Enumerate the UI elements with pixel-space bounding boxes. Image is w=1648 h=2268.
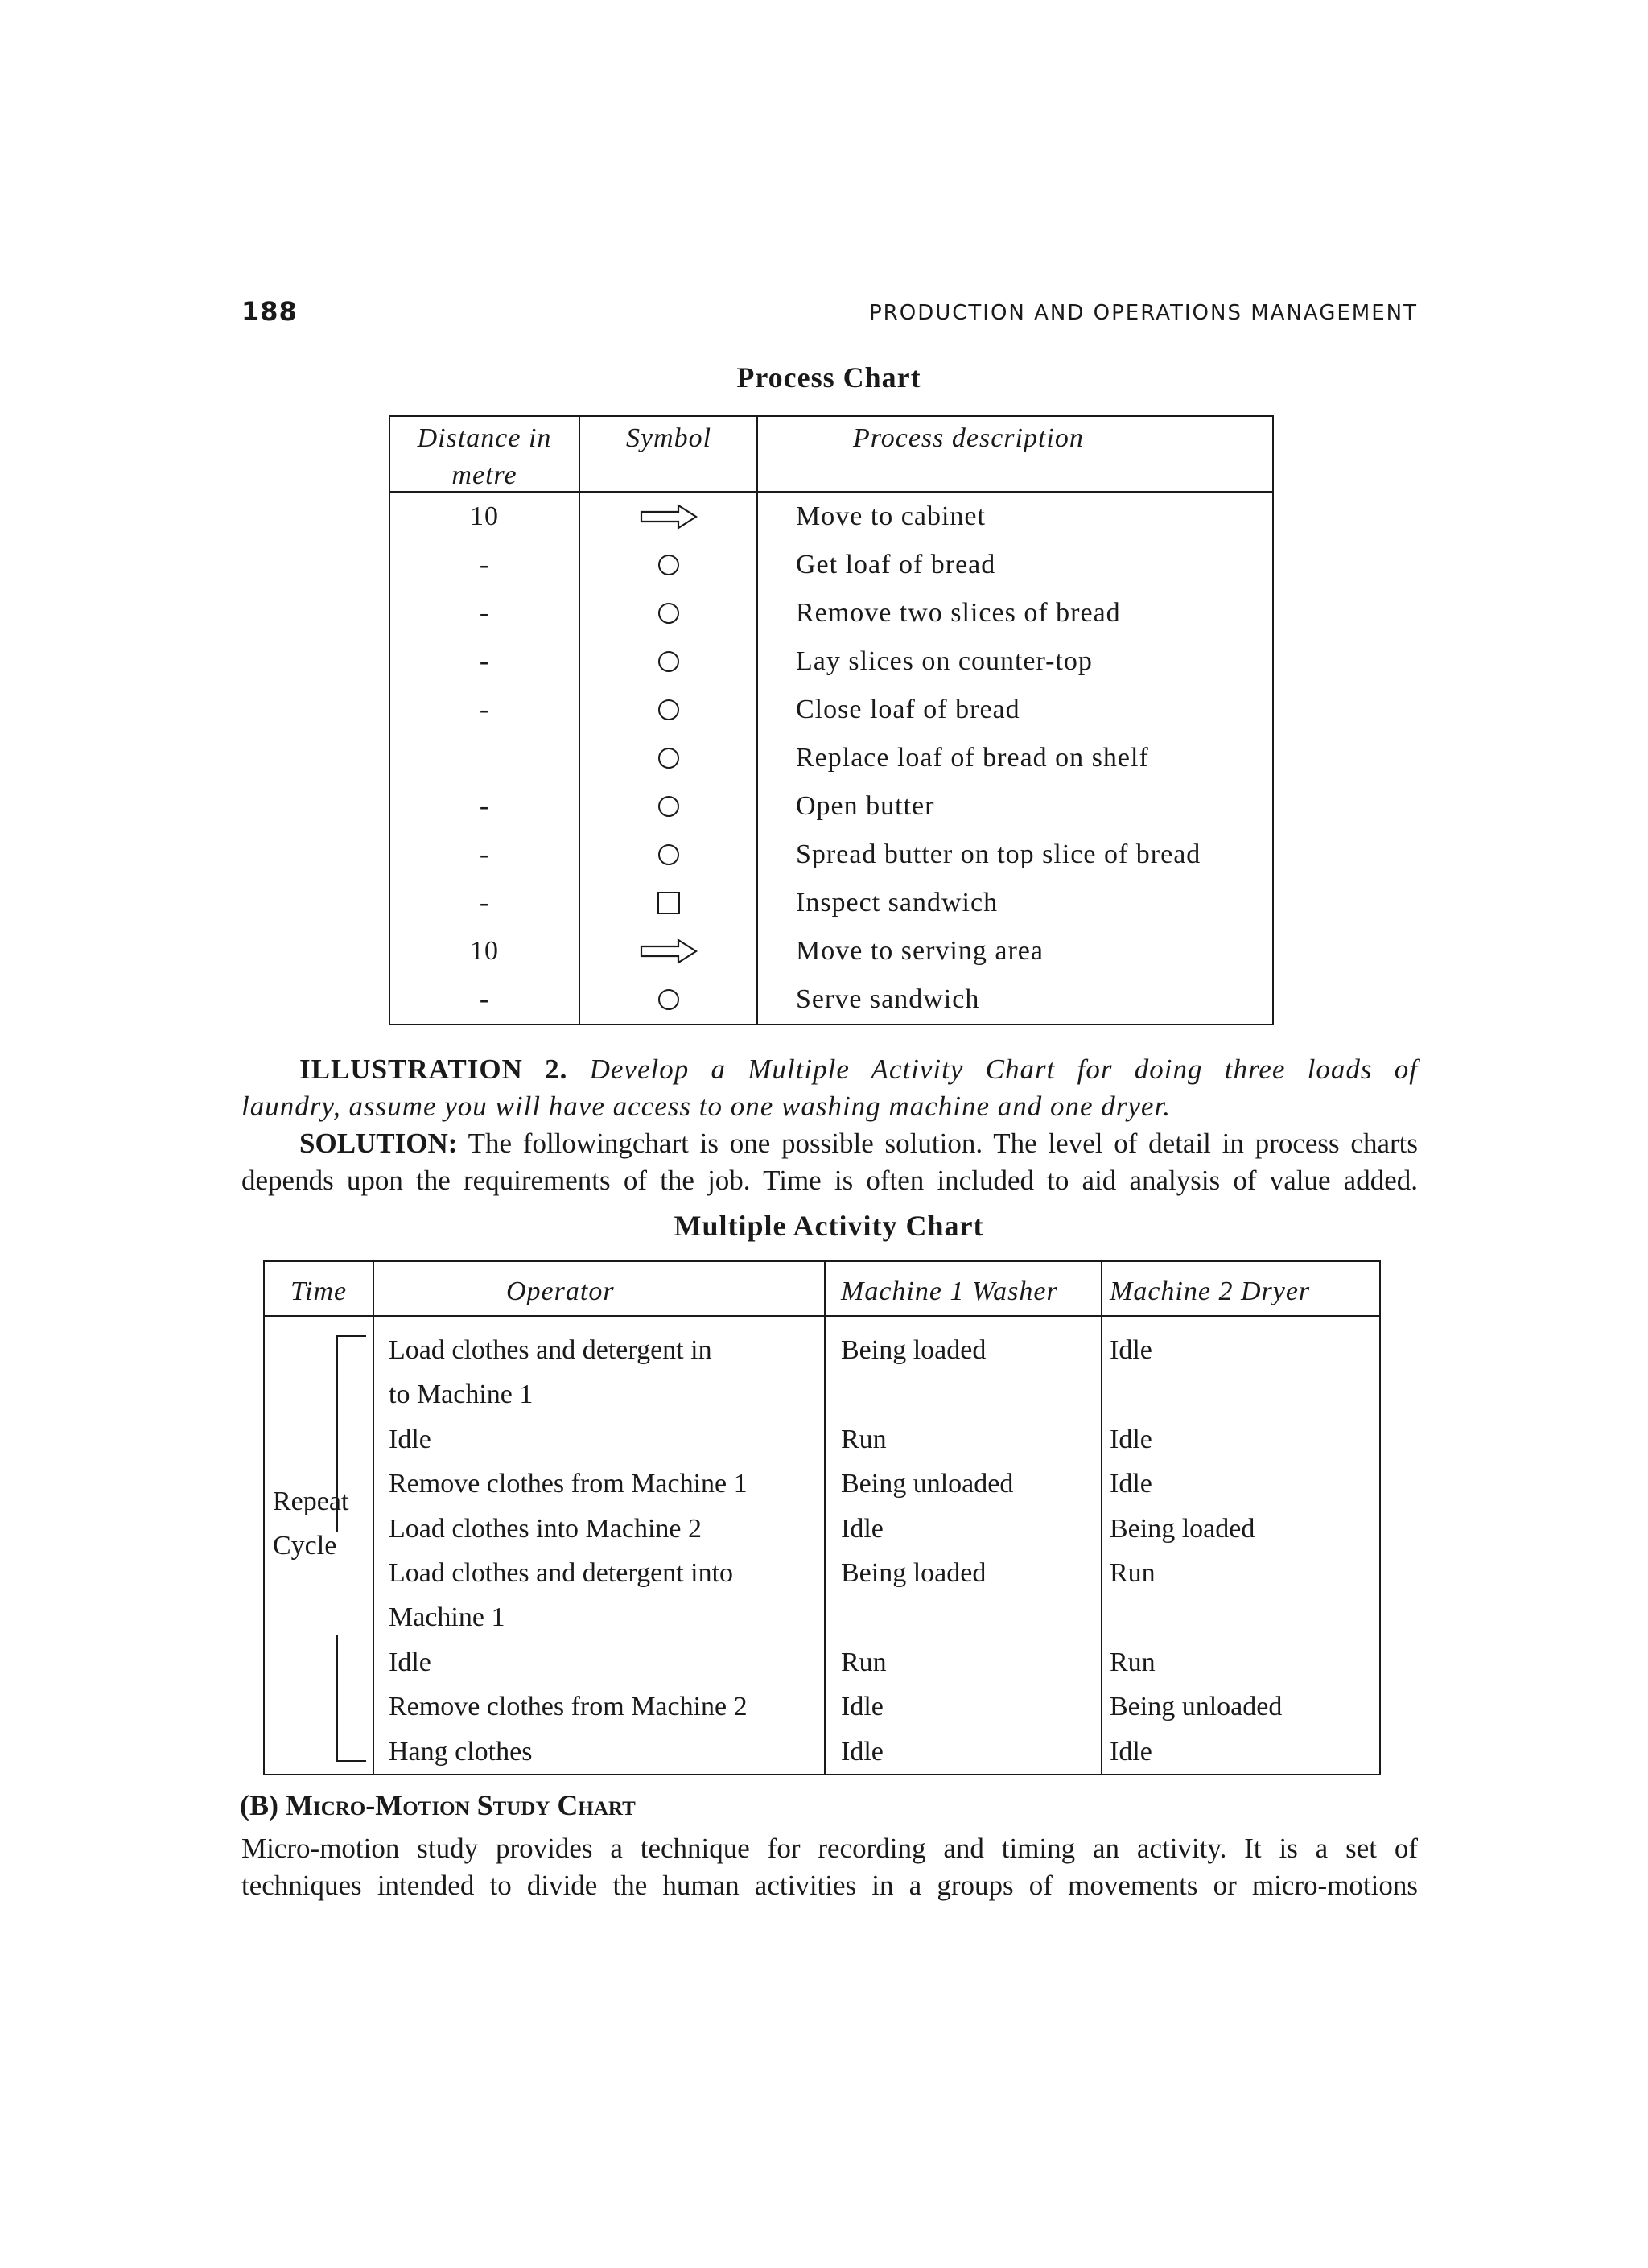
description-cell: Get loaf of bread (796, 550, 996, 579)
description-cell: Lay slices on counter-top (796, 646, 1093, 676)
machine2-column-header: Machine 2 Dryer (1110, 1276, 1311, 1306)
square-icon (581, 879, 756, 927)
column-divider (579, 417, 580, 1024)
column-divider (756, 417, 758, 1024)
page-number: 188 (241, 296, 298, 327)
running-title: PRODUCTION AND OPERATIONS MANAGEMENT (868, 301, 1418, 325)
machine2-cell: Being loaded (1110, 1514, 1255, 1544)
distance-cell: 10 (470, 501, 499, 531)
circle-icon (581, 975, 756, 1024)
distance-cell: - (479, 984, 490, 1014)
circle-icon (581, 831, 756, 879)
description-cell: Move to cabinet (796, 501, 986, 531)
distance-column-header: Distance in metre (417, 423, 552, 490)
process-chart-caption: Process Chart (736, 361, 921, 394)
circle-icon (581, 637, 756, 686)
process-chart-table (389, 415, 1274, 1025)
distance-cell: - (479, 550, 490, 579)
operator-cell: Load clothes into Machine 2 (389, 1514, 702, 1544)
machine1-cell: Being loaded (841, 1558, 987, 1588)
activity-chart-table (263, 1260, 1381, 1775)
activity-chart-caption: Multiple Activity Chart (674, 1210, 984, 1242)
circle-icon (581, 541, 756, 589)
column-divider (824, 1262, 826, 1774)
illustration-line-1: ILLUSTRATION 2. Develop a Multiple Activity Chart for doing three loads of (299, 1054, 1418, 1085)
operator-cell: Idle (389, 1647, 431, 1677)
description-cell: Open butter (796, 791, 935, 821)
machine1-column-header: Machine 1 Washer (841, 1276, 1058, 1306)
description-column-header: Process description (853, 423, 1084, 453)
column-divider (1101, 1262, 1102, 1774)
arrow-icon (581, 493, 756, 541)
distance-cell: - (479, 839, 490, 869)
operator-cell: Idle (389, 1425, 431, 1454)
repeat-label: Repeat (273, 1487, 349, 1516)
operator-cell: Load clothes and detergent in (389, 1335, 712, 1365)
time-column-header: Time (290, 1276, 348, 1306)
section-line-2: techniques intended to divide the human activities in a groups of movements or micro-motions (241, 1870, 1418, 1901)
cycle-label: Cycle (273, 1531, 337, 1561)
description-cell: Move to serving area (796, 936, 1044, 966)
operator-cell: Hang clothes (389, 1737, 533, 1767)
machine1-cell: Run (841, 1425, 887, 1454)
machine1-cell: Idle (841, 1514, 884, 1544)
illustration-label: ILLUSTRATION 2. (299, 1054, 568, 1085)
column-divider (373, 1262, 374, 1774)
section-line-1: Micro-motion study provides a technique for recording and timing an activity. It is a set of (241, 1833, 1418, 1864)
description-cell: Replace loaf of bread on shelf (796, 743, 1149, 773)
machine2-cell: Being unloaded (1110, 1692, 1283, 1722)
illustration-line-2: laundry, assume you will have access to one washing machine and one dryer. (241, 1091, 1171, 1122)
machine2-cell: Idle (1110, 1469, 1152, 1499)
machine2-cell: Run (1110, 1558, 1156, 1588)
distance-cell (390, 734, 579, 782)
circle-icon (581, 734, 756, 782)
operator-cell: Load clothes and detergent into (389, 1558, 734, 1588)
operator-cell: Machine 1 (389, 1602, 505, 1632)
circle-icon (581, 686, 756, 734)
description-cell: Close loaf of bread (796, 695, 1020, 724)
machine1-cell: Run (841, 1647, 887, 1677)
symbol-column-header: Symbol (625, 423, 712, 453)
distance-cell: - (479, 695, 490, 724)
distance-cell: 10 (470, 936, 499, 966)
description-cell: Inspect sandwich (796, 888, 999, 918)
solution-line-1: SOLUTION: The followingchart is one possible solution. The level of detail in process charts (299, 1128, 1418, 1159)
circle-icon (581, 589, 756, 637)
distance-cell: - (479, 646, 490, 676)
distance-cell: - (479, 888, 490, 918)
operator-cell: to Machine 1 (389, 1379, 534, 1409)
distance-cell: - (479, 598, 490, 628)
operator-column-header: Operator (506, 1276, 615, 1306)
operator-cell: Remove clothes from Machine 2 (389, 1692, 748, 1722)
machine2-cell: Idle (1110, 1335, 1152, 1365)
machine1-cell: Idle (841, 1692, 884, 1722)
machine2-cell: Idle (1110, 1737, 1152, 1767)
description-cell: Remove two slices of bread (796, 598, 1121, 628)
machine1-cell: Idle (841, 1737, 884, 1767)
machine1-cell: Being loaded (841, 1335, 987, 1365)
solution-label: SOLUTION: (299, 1128, 458, 1159)
circle-icon (581, 782, 756, 831)
machine2-cell: Run (1110, 1647, 1156, 1677)
section-heading: (B) Micro-Motion Study Chart (240, 1789, 636, 1821)
arrow-icon (581, 927, 756, 975)
description-cell: Serve sandwich (796, 984, 980, 1014)
machine1-cell: Being unloaded (841, 1469, 1014, 1499)
solution-line-2: depends upon the requirements of the job. Time is often included to aid analysis of value added. (241, 1165, 1418, 1196)
description-cell: Spread butter on top slice of bread (796, 839, 1201, 869)
header-divider (265, 1315, 1379, 1317)
distance-cell: - (479, 791, 490, 821)
operator-cell: Remove clothes from Machine 1 (389, 1469, 748, 1499)
machine2-cell: Idle (1110, 1425, 1152, 1454)
